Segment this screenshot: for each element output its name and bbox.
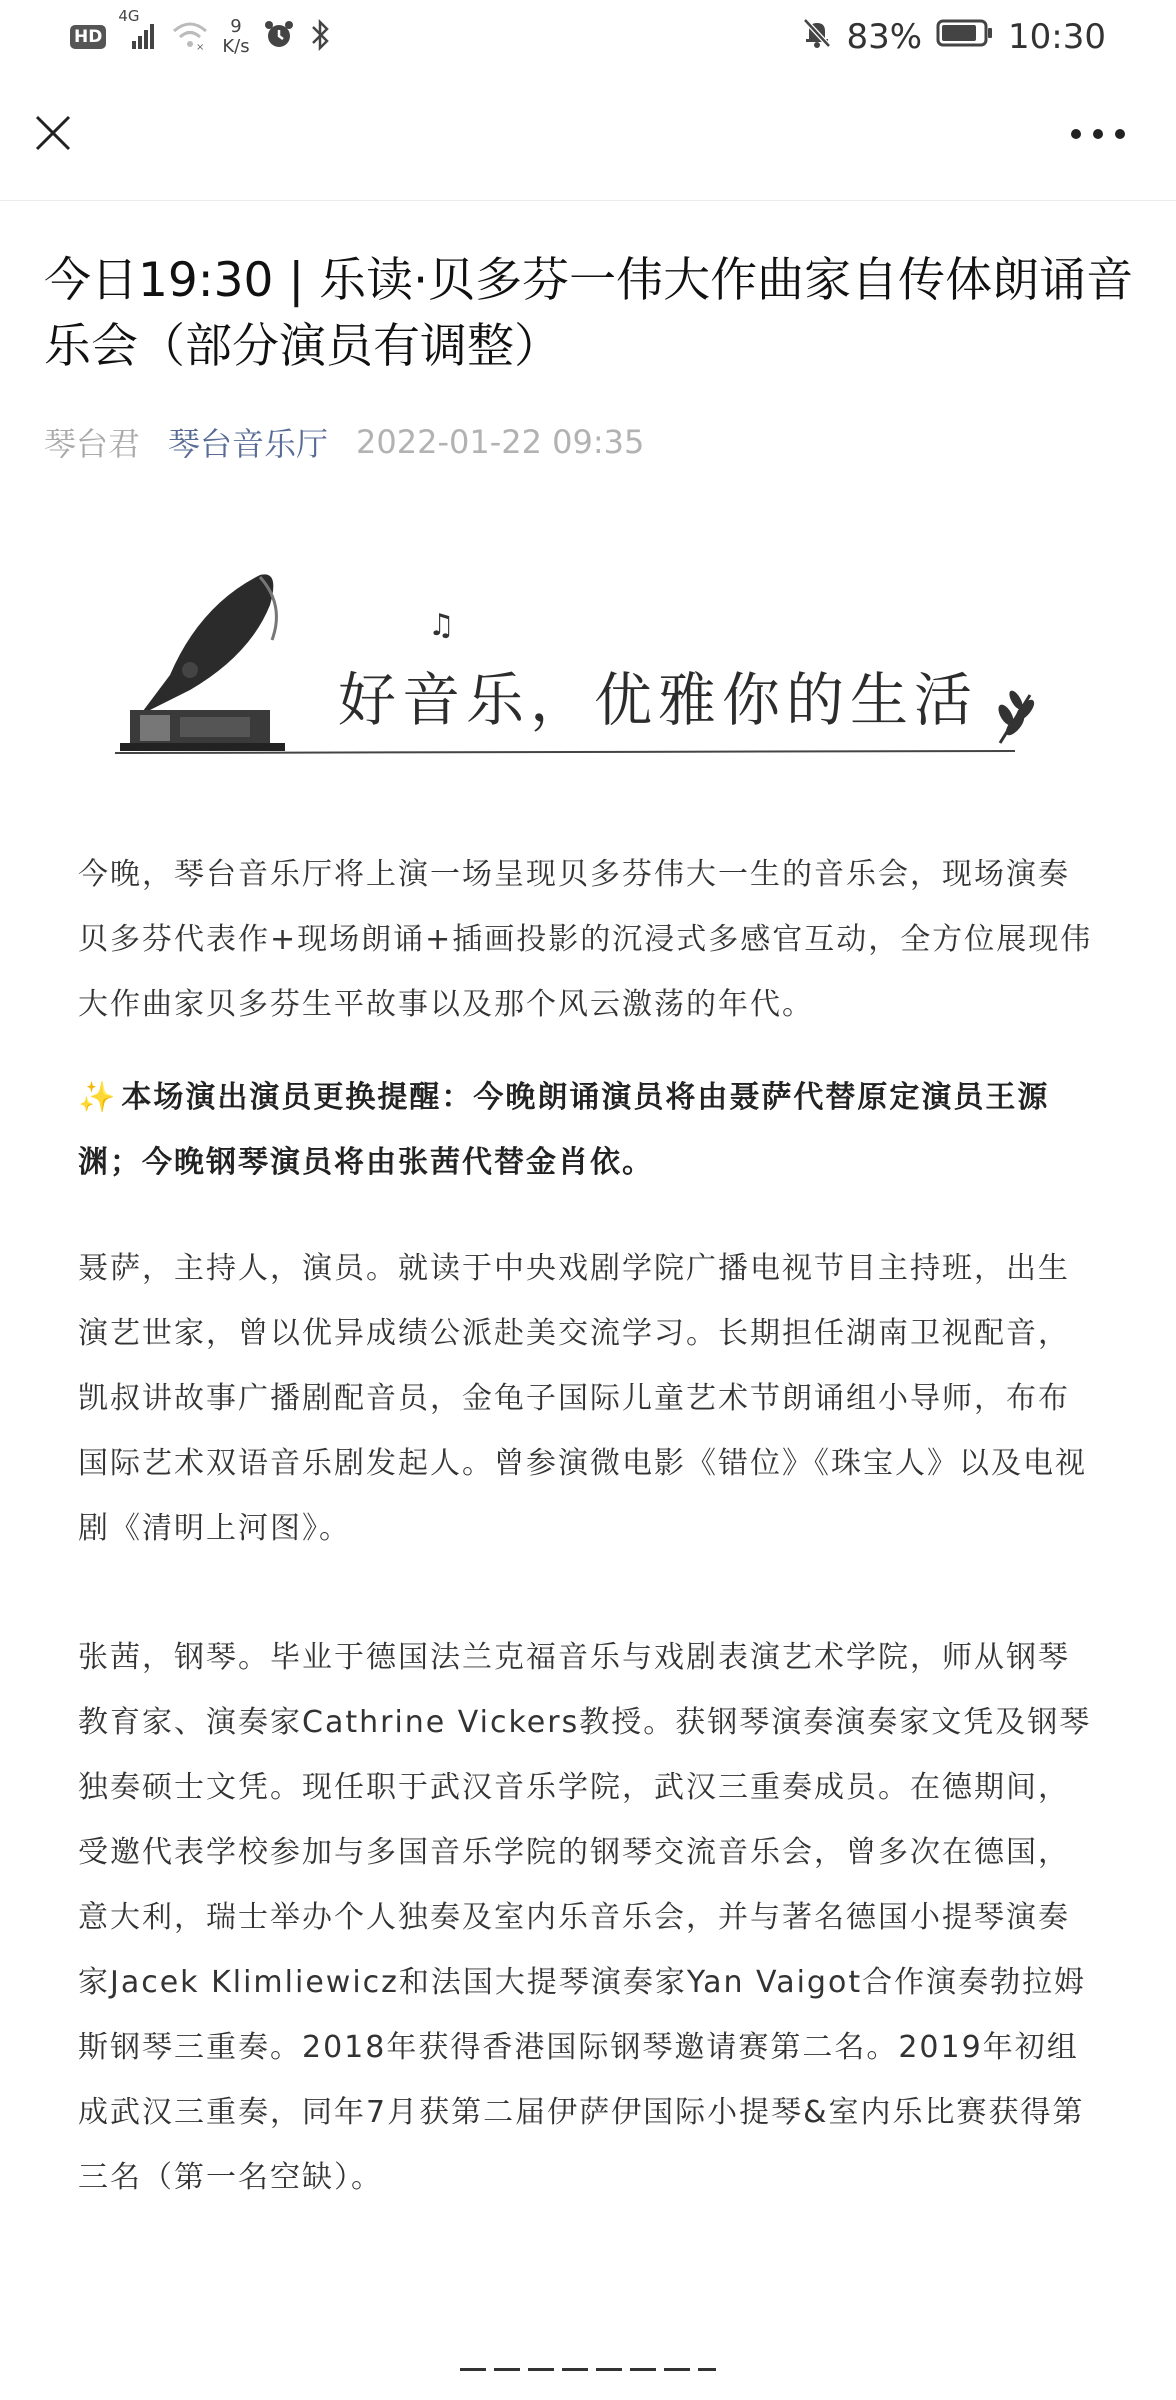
status-left [70,7,332,60]
notice-text: 本场演出演员更换提醒：今晚朗诵演员将由聂萨代替原定演员王源渊；今晚钢琴演员将由张茜代替金肖依。 [78,1080,1050,1180]
svg-text:×: × [196,42,205,51]
network-type: 4G [118,7,140,25]
speed-unit: K/s [222,36,250,57]
music-note-icon: ♫ [428,608,455,643]
more-button[interactable] [1068,114,1128,154]
article-meta [44,420,644,464]
bluetooth-icon [308,18,332,56]
status-right [802,14,1106,60]
battery-icon [936,17,994,57]
close-button[interactable] [28,108,78,158]
speed-value: 9 [230,16,242,37]
signal-icon [118,7,158,55]
bell-mute-icon [802,17,832,58]
network-speed [222,17,249,57]
banner-slogan: 好音乐，优雅你的生活 [338,666,979,734]
author-name: 琴台君 [44,425,141,463]
sparkle-icon: ✨ [78,1080,118,1115]
bio-niesa-paragraph: 聂萨，主持人，演员。就读于中央戏剧学院广播电视节目主持班，出生演艺世家，曾以优异成绩公派赴美交流学习。长期担任湖南卫视配音，凯叔讲故事广播剧配音员，金龟子国际儿童艺术节朗诵组小导师，布布国际艺术双语音乐剧发起人。曾参演微电影《错位》《珠宝人》以及电视剧《清明上河图》。 [78,1251,1087,1546]
nav-bar [0,74,1176,201]
bio-zhangqian-paragraph: 张茜，钢琴。毕业于德国法兰克福音乐与戏剧表演艺术学院，师从钢琴教育家、演奏家Cathrine Vickers教授。获钢琴演奏演奏家文凭及钢琴独奏硕士文凭。现任职于武汉音乐学院，武汉三重奏成员。在德期间，受邀代表学校参加与多国音乐学院的钢琴交流音乐会，曾多次在德国，意大利，瑞士举办个人独奏及室内乐音乐会，并与著名德国小提琴演奏家Jacek Klimliewicz和法国大提琴演奏家Yan Vaigot合作演奏勃拉姆斯钢琴三重奏。2018年获得香港国际钢琴邀请赛第二名。2019年初组成武汉三重奏，同年7月获第二届伊萨伊国际小提琴&室内乐比赛获得第三名（第一名空缺）。 [78,1640,1092,2195]
leaf-decoration-icon [996,689,1036,743]
section-divider [460,2368,716,2371]
intro-paragraph: 今晚，琴台音乐厅将上演一场呈现贝多芬伟大一生的音乐会，现场演奏贝多芬代表作+现场朗诵+插画投影的沉浸式多感官互动，全方位展现伟大作曲家贝多芬生平故事以及那个风云激荡的年代。 [78,857,1093,1022]
wifi-icon [170,19,210,55]
article-title: 今日19:30 | 乐读·贝多芬一伟大作曲家自传体朗诵音乐会（部分演员有调整） [44,253,1134,374]
banner-image [110,565,1060,765]
hd-badge: HD [70,25,106,49]
publish-date: 2022-01-22 09:35 [356,423,645,461]
account-link[interactable]: 琴台音乐厅 [168,425,329,463]
close-icon [33,113,73,153]
more-icon [1070,127,1126,141]
notice-paragraph [78,1065,1098,1195]
status-bar [0,0,1176,74]
clock: 10:30 [1008,17,1106,57]
alarm-icon [262,18,296,56]
battery-percent: 83% [846,17,923,57]
